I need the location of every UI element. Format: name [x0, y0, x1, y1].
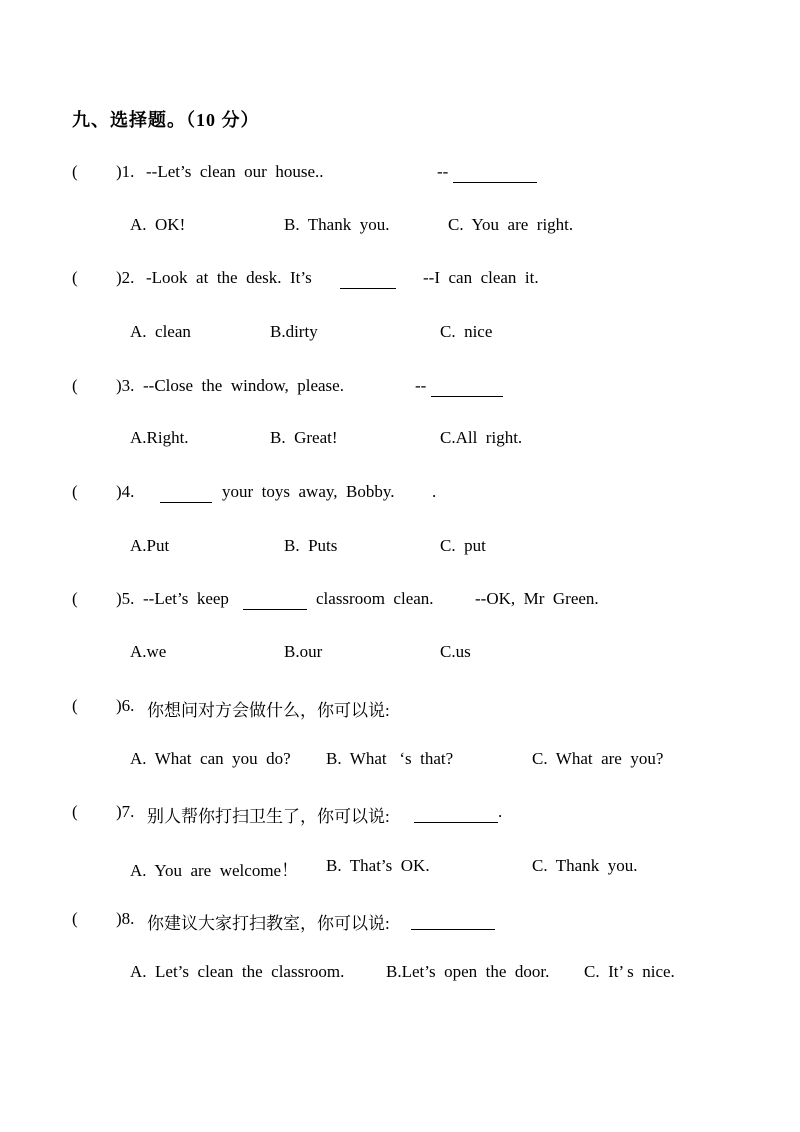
- option-c[interactable]: C. What are you?: [532, 749, 664, 768]
- option-b[interactable]: B.our: [284, 642, 323, 661]
- section-title: 九、选择题。（10 分）: [72, 110, 260, 130]
- option-a[interactable]: A. OK!: [130, 215, 186, 234]
- option-c[interactable]: C. put: [440, 536, 486, 555]
- question-text: --Close the window, please.: [143, 376, 344, 395]
- question-text: -Look at the desk. It’s: [146, 268, 312, 287]
- answer-blank[interactable]: [431, 376, 503, 397]
- question-number: )6.: [116, 696, 135, 715]
- option-c[interactable]: C.us: [440, 642, 471, 661]
- option-b[interactable]: B. That’s OK.: [326, 856, 430, 875]
- question-text: your toys away, Bobby.: [222, 482, 395, 501]
- option-b[interactable]: B. Great!: [270, 428, 338, 447]
- option-b[interactable]: B. What ‘s that?: [326, 749, 454, 768]
- option-c[interactable]: C. Thank you.: [532, 856, 638, 875]
- option-b[interactable]: B. Puts: [284, 536, 338, 555]
- answer-blank[interactable]: [414, 802, 498, 823]
- question-2: ( )2. -Look at the desk. It’s --I can clean it.: [72, 268, 539, 287]
- option-b[interactable]: B.dirty: [270, 322, 318, 341]
- question-text: --Let’s keep: [143, 589, 229, 608]
- options-7: [0, 856, 800, 886]
- question-number: )1.: [116, 162, 135, 181]
- option-c[interactable]: C. You are right.: [448, 215, 574, 234]
- answer-prefix: --: [415, 376, 427, 395]
- options-4: [0, 536, 800, 566]
- option-a[interactable]: A. You are welcome！: [130, 861, 299, 880]
- question-6: ( )6. 你想问对方会做什么，你可以说:: [72, 696, 390, 720]
- options-1: [0, 215, 800, 245]
- option-b[interactable]: B. Thank you.: [284, 215, 390, 234]
- option-a[interactable]: A.we: [130, 642, 167, 661]
- option-a[interactable]: A. clean: [130, 322, 191, 341]
- options-5: [0, 642, 800, 672]
- options-3: [0, 428, 800, 458]
- question-number: )7.: [116, 802, 135, 821]
- question-3: ( )3. --Close the window, please. --: [0, 376, 800, 406]
- question-text: 你建议大家打扫教室，你可以说:: [147, 914, 390, 933]
- question-text: 别人帮你打扫卫生了，你可以说:: [147, 807, 390, 826]
- question-text: 你想问对方会做什么，你可以说:: [147, 701, 390, 720]
- question-7: ( )7. 别人帮你打扫卫生了，你可以说: .: [72, 802, 503, 826]
- question-number: )8.: [116, 909, 135, 928]
- question-1: ( )1. --Let’s clean our house.. --: [0, 162, 800, 192]
- option-b[interactable]: B.Let’s open the door.: [386, 962, 550, 981]
- question-number: )4.: [116, 482, 135, 501]
- question-number: )2.: [116, 268, 135, 287]
- option-c[interactable]: C.All right.: [440, 428, 523, 447]
- question-number: )5.: [116, 589, 135, 608]
- option-a[interactable]: A. What can you do?: [130, 749, 291, 768]
- question-text-2: .: [498, 802, 503, 821]
- option-a[interactable]: A. Let’s clean the classroom.: [130, 962, 345, 981]
- option-a[interactable]: A.Put: [130, 536, 170, 555]
- answer-blank[interactable]: [411, 909, 495, 930]
- option-c[interactable]: C. It’ s nice.: [584, 962, 675, 981]
- answer-prefix: --: [437, 162, 449, 181]
- options-2: [0, 322, 800, 352]
- answer-blank[interactable]: [453, 162, 537, 183]
- options-8: [0, 962, 800, 992]
- question-text: --Let’s clean our house..: [146, 162, 324, 181]
- option-a[interactable]: A.Right.: [130, 428, 189, 447]
- question-text-2: .: [432, 482, 437, 501]
- question-number: )3.: [116, 376, 135, 395]
- options-6: [0, 749, 800, 779]
- option-c[interactable]: C. nice: [440, 322, 493, 341]
- answer-blank[interactable]: [340, 268, 396, 289]
- question-4: ( )4. your toys away, Bobby. .: [72, 482, 437, 501]
- question-5: ( )5. --Let’s keep classroom clean. --OK, Mr Green.: [72, 589, 599, 608]
- question-text-3: --OK, Mr Green.: [475, 589, 599, 608]
- question-text-2: classroom clean.: [316, 589, 434, 608]
- question-8: ( )8. 你建议大家打扫教室，你可以说:: [0, 909, 800, 939]
- question-text-2: --I can clean it.: [423, 268, 539, 287]
- answer-blank[interactable]: [243, 589, 307, 610]
- answer-blank[interactable]: [160, 482, 212, 503]
